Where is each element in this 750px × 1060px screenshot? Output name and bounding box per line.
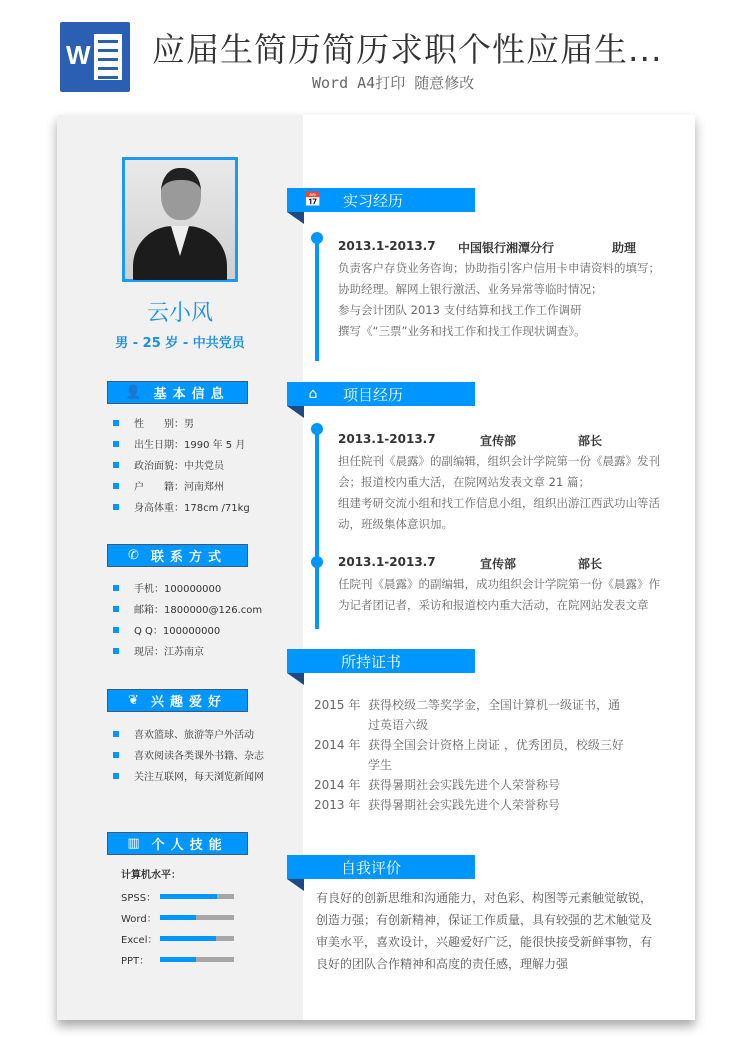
skill-bar xyxy=(160,936,234,941)
timeline-line xyxy=(315,427,319,629)
skill-label: PPT： xyxy=(121,956,150,967)
home-icon: ⌂ xyxy=(308,386,318,402)
list-item: 2014 年 获得全国会计资格上岗证 ，优秀团员，校级三好学生 xyxy=(314,738,624,772)
skill-bar-fill xyxy=(160,957,196,962)
list-item: 2015 年 获得校级二等奖学金，全国计算机一级证书，通过英语六级 xyxy=(314,698,621,732)
section-hobbies: ❦ 兴趣爱好 xyxy=(107,689,248,712)
list-item: 政治面貌：中共党员 xyxy=(113,457,224,472)
list-item: 出生日期：1990 年 5 月 xyxy=(113,436,245,451)
skill-bar-fill xyxy=(160,894,217,899)
list-item: 关注互联网，每天浏览新闻网 xyxy=(113,768,264,783)
skill-bar-fill xyxy=(160,936,216,941)
list-item: 邮箱：1800000@126.com xyxy=(113,601,262,616)
subtitle: Word A4打印 随意修改 xyxy=(312,74,475,92)
timeline-dot xyxy=(311,232,323,244)
section-projects: ⌂ 项目经历 xyxy=(287,382,475,406)
word-icon: W xyxy=(60,22,130,92)
page-title: 应届生简历简历求职个性应届生... xyxy=(152,30,663,69)
section-skills: ▥ 个人技能 xyxy=(107,832,248,855)
list-item: 手机：100000000 xyxy=(113,580,221,595)
list-item: 喜欢篮球、旅游等户外活动 xyxy=(113,726,254,741)
list-item: 现居：江苏南京 xyxy=(113,643,204,658)
timeline-dot xyxy=(311,423,323,435)
certificate-list xyxy=(314,695,628,815)
evaluation-text: 有良好的创新思维和沟通能力，对色彩、构图等元素触觉敏锐，创造力强；有创新精神，保证工作质量，具有较强的艺术触觉及审美水平，喜欢设计，兴趣爱好广泛，能很快接受新鲜事物，有良好的团队合作精神和高度的责任感，理解力强 xyxy=(316,891,653,971)
section-certificates: 所持证书 xyxy=(287,649,475,673)
skill-bar-fill xyxy=(160,915,196,920)
phone-icon: ✆ xyxy=(128,548,139,563)
section-basic-info: 👤 基本信息 xyxy=(107,381,248,404)
timeline-dot xyxy=(311,556,323,568)
leaf-icon: ❦ xyxy=(128,693,139,708)
book-icon: ▥ xyxy=(127,836,140,851)
list-item: 身高体重：178cm /71kg xyxy=(113,499,250,514)
section-evaluation: 自我评价 xyxy=(287,855,475,879)
section-contact: ✆ 联系方式 xyxy=(107,544,248,567)
timeline-line xyxy=(315,237,319,361)
section-internship: 📅 实习经历 xyxy=(287,188,475,212)
profile-name: 云小风 xyxy=(146,301,213,326)
entry-description: 任院刊《晨露》的副编辑，成功组织会计学院第一份《晨露》作 为记者团记者，采访和报道校内重大活动，在院网站发表文章 xyxy=(338,577,660,612)
entry-description: 担任院刊《晨露》的副编辑，组织会计学院第一份《晨露》发刊 会；报道校内重大活，在院网站发表文章 21 篇； 组建考研交流小组和找工作信息小组，组织出游江西武功山等活 动，班级集体意识加。 xyxy=(338,454,660,531)
calendar-icon: 📅 xyxy=(304,192,322,208)
list-item: Q Q：100000000 xyxy=(113,622,220,637)
profile-meta: 男 - 25 岁 - 中共党员 xyxy=(115,336,245,351)
entry-description: 负责客户存贷业务咨询；协助指引客户信用卡申请资料的填写； 协助经理。解网上银行激活、业务异常等临时情况； 参与会计团队 2013 支付结算和找工作工作调研 撰写《“三票”业务和找工作和找工作现状调查》。 xyxy=(338,261,660,338)
skill-bar xyxy=(160,915,234,920)
skill-label: Word： xyxy=(121,914,157,925)
list-item: 性 别：男 xyxy=(113,415,194,430)
skill-bar xyxy=(160,957,234,962)
user-icon: 👤 xyxy=(125,385,142,400)
skill-label: Excel： xyxy=(121,935,158,946)
list-item: 2014 年 获得暑期社会实践先进个人荣誉称号 xyxy=(314,778,561,792)
skill-bar xyxy=(160,894,234,899)
list-item: 2013 年 获得暑期社会实践先进个人荣誉称号 xyxy=(314,798,561,812)
skills-subtitle: 计算机水平： xyxy=(121,870,181,881)
list-item: 喜欢阅读各类课外书籍、杂志 xyxy=(113,747,264,762)
list-item: 户 籍：河南郑州 xyxy=(113,478,224,493)
skill-label: SPSS： xyxy=(121,893,157,904)
profile-photo xyxy=(122,157,238,282)
